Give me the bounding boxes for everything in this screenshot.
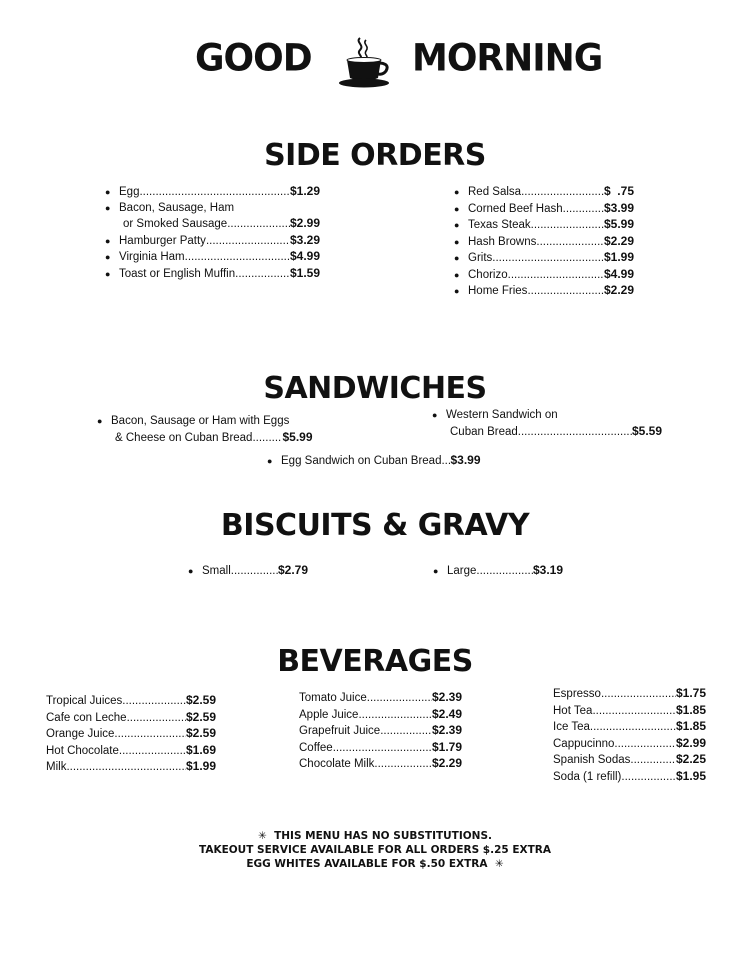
bullet-icon: ● [267, 456, 273, 466]
bullet-icon: ● [454, 253, 460, 263]
sandwich-right: ● Western Sandwich on Cuban Bread ..... $5.59 [432, 408, 662, 440]
list-item: ● Grits ..... $1.99 [454, 250, 634, 267]
footer-line-2: TAKEOUT SERVICE AVAILABLE FOR ALL ORDERS $.25 EXTRA [198, 844, 552, 856]
list-item: ● Egg ..... $1.29 [105, 184, 320, 201]
section-biscuits-gravy: BISCUITS & GRAVY [220, 508, 530, 543]
list-item: Apple Juice ..... $2.49 [299, 707, 462, 724]
bullet-icon: ● [188, 566, 194, 576]
bullet-icon: ● [454, 203, 460, 214]
bullet-icon: ● [105, 235, 111, 246]
bullet-icon: ● [454, 236, 460, 247]
bullet-icon: ● [433, 566, 439, 576]
list-item: ● Toast or English Muffin ..... $1.59 [105, 266, 320, 283]
list-item: ● Chorizo ..... $4.99 [454, 267, 634, 284]
bullet-icon: ● [454, 220, 460, 230]
footer-notes [0, 829, 750, 871]
list-item: Coffee ..... $1.79 [299, 740, 462, 757]
list-item: Tropical Juices ..... $2.59 [46, 693, 216, 710]
sandwich-left: ● Bacon, Sausage or Ham with Eggs & Cheese on Cuban Bread ..... $5.99 [97, 414, 337, 446]
beverages-col1 [46, 693, 216, 776]
list-item: Hot Tea ..... $1.85 [553, 703, 706, 720]
biscuits-small: ● Small ..... $2.79 [188, 563, 308, 580]
list-item: ● Red Salsa ..... $ .75 [454, 184, 634, 201]
list-item: ● Bacon, Sausage, Ham [105, 201, 320, 217]
bullet-icon: ● [454, 187, 460, 197]
section-sandwiches: SANDWICHES [263, 371, 487, 406]
list-item: Hot Chocolate ..... $1.69 [46, 743, 216, 760]
list-item: ● Hamburger Patty ..... $3.29 [105, 233, 320, 250]
asterisk-icon: ✳ [257, 830, 267, 842]
bullet-icon: ● [432, 410, 438, 420]
list-item: Spanish Sodas ..... $2.25 [553, 752, 706, 769]
side-orders-left-list [105, 184, 320, 282]
list-item: Soda (1 refill) ..... $1.95 [553, 769, 706, 786]
list-item: Tomato Juice ..... $2.39 [299, 690, 462, 707]
bullet-icon: ● [105, 187, 111, 197]
footer-line-1: ✳ THIS MENU HAS NO SUBSTITUTIONS. [257, 830, 493, 842]
beverages-col3 [553, 686, 706, 785]
bullet-icon: ● [454, 286, 460, 296]
coffee-cup-icon [333, 36, 393, 90]
list-item: ● Home Fries ..... $2.29 [454, 283, 634, 300]
bullet-icon: ● [105, 268, 111, 279]
bullet-icon: ● [454, 269, 460, 280]
list-item: ● Texas Steak ..... $5.99 [454, 217, 634, 234]
list-item: ● Corned Beef Hash ..... $3.99 [454, 201, 634, 218]
sandwich-center: ● Egg Sandwich on Cuban Bread ..... $3.99 [267, 453, 481, 470]
side-orders-right-list [454, 184, 634, 300]
list-item: Cappucinno ..... $2.99 [553, 736, 706, 753]
list-item: or Smoked Sausage ..... $2.99 [105, 216, 320, 233]
asterisk-icon: ✳ [494, 858, 504, 870]
biscuits-large: ● Large ..... $3.19 [433, 563, 563, 580]
list-item: Ice Tea ..... $1.85 [553, 719, 706, 736]
list-item: Milk ..... $1.99 [46, 759, 216, 776]
section-side-orders: SIDE ORDERS [264, 138, 486, 173]
list-item: ● Hash Browns ..... $2.29 [454, 234, 634, 251]
bullet-icon: ● [105, 252, 111, 262]
list-item: Espresso ..... $1.75 [553, 686, 706, 703]
list-item: Cafe con Leche ..... $2.59 [46, 710, 216, 727]
bullet-icon: ● [105, 202, 111, 213]
list-item: ● Virginia Ham ..... $4.99 [105, 249, 320, 266]
footer-line-3: EGG WHITES AVAILABLE FOR $.50 EXTRA ✳ [246, 858, 504, 870]
list-item: Orange Juice ..... $2.59 [46, 726, 216, 743]
bullet-icon: ● [97, 416, 103, 426]
title-good: GOOD [195, 36, 312, 81]
beverages-col2 [299, 690, 462, 773]
section-beverages: BEVERAGES [277, 644, 473, 679]
list-item: Chocolate Milk ..... $2.29 [299, 756, 462, 773]
title-morning: MORNING [412, 36, 603, 81]
list-item: Grapefruit Juice ..... $2.39 [299, 723, 462, 740]
